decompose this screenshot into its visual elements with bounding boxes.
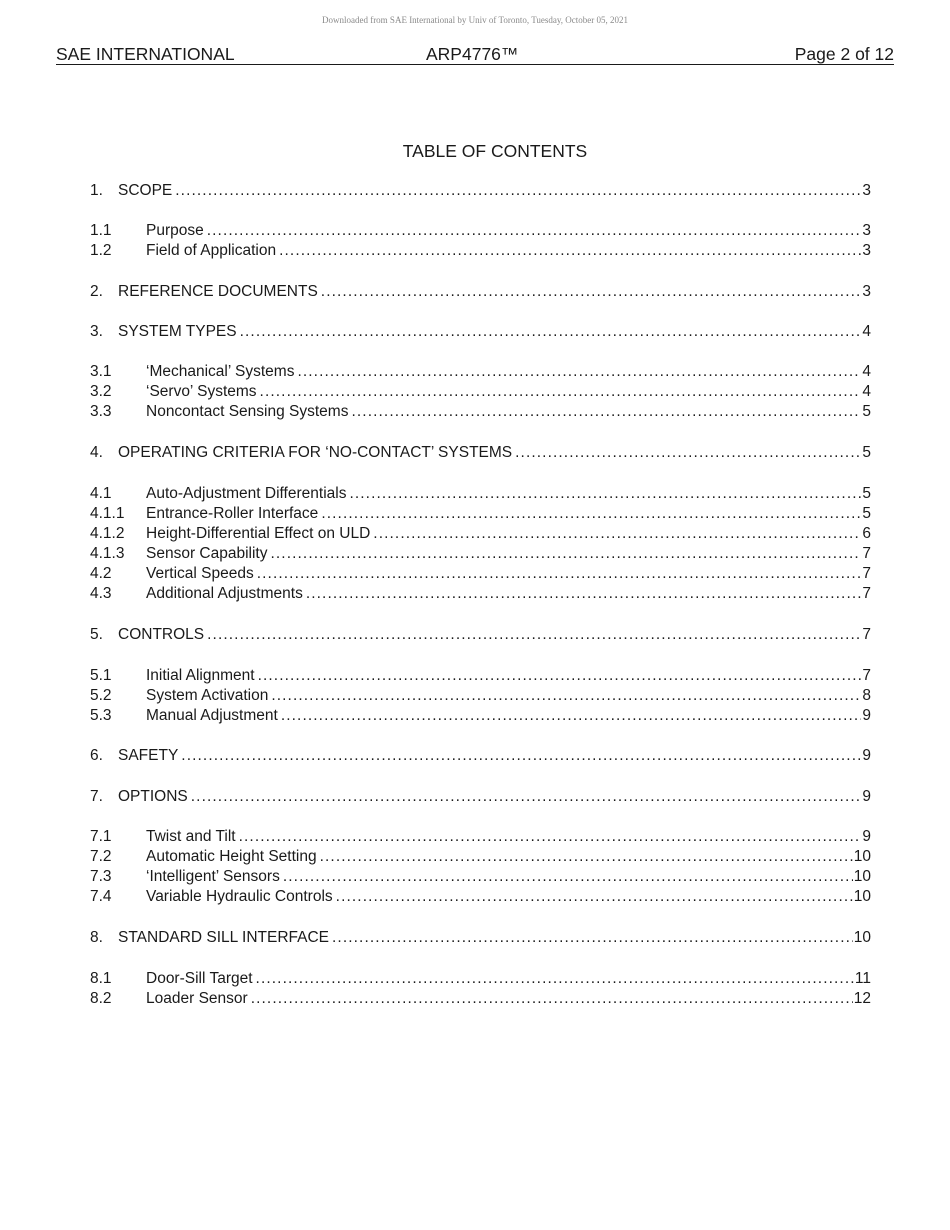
toc-entry-number: 4.1.1 bbox=[90, 505, 125, 522]
toc-entry[interactable] bbox=[90, 867, 871, 887]
toc-entry-title: STANDARD SILL INTERFACE bbox=[118, 929, 330, 946]
toc-entry-title: Manual Adjustment bbox=[146, 707, 278, 724]
toc-entry-page: 4 bbox=[862, 363, 871, 380]
toc-entry-title: Auto-Adjustment Differentials bbox=[146, 485, 347, 502]
toc-entry-number: 2. bbox=[90, 283, 103, 300]
dot-leader bbox=[240, 322, 862, 342]
toc-entry-page: 7 bbox=[862, 626, 871, 643]
dot-leader bbox=[251, 989, 853, 1009]
toc-entry[interactable] bbox=[90, 382, 871, 402]
toc-entry-page: 5 bbox=[862, 505, 871, 522]
toc-entry-number: 4.1.2 bbox=[90, 525, 125, 542]
toc-entry-page: 5 bbox=[862, 444, 871, 461]
dot-leader bbox=[349, 484, 861, 504]
dot-leader bbox=[373, 524, 861, 544]
toc-entry-title: SCOPE bbox=[118, 182, 173, 199]
toc-entry[interactable] bbox=[90, 706, 871, 726]
toc-entry-title: SYSTEM TYPES bbox=[118, 323, 237, 340]
toc-entry-number: 3.1 bbox=[90, 363, 112, 380]
toc-entry[interactable] bbox=[90, 887, 871, 907]
toc-entry-page: 5 bbox=[862, 485, 871, 502]
dot-leader bbox=[321, 282, 862, 302]
toc-entry[interactable] bbox=[90, 969, 871, 989]
toc-entry-page: 5 bbox=[862, 403, 871, 420]
toc-entry-page: 6 bbox=[862, 525, 871, 542]
toc-entry-number: 5.3 bbox=[90, 707, 112, 724]
toc-entry-page: 8 bbox=[862, 687, 871, 704]
dot-leader bbox=[271, 686, 861, 706]
dot-leader bbox=[321, 504, 861, 524]
toc-entry-page: 9 bbox=[862, 828, 871, 845]
toc-entry-number: 4.3 bbox=[90, 585, 112, 602]
header-page-number: Page 2 of 12 bbox=[794, 44, 894, 64]
toc-entry[interactable] bbox=[90, 787, 871, 807]
toc-entry-number: 3. bbox=[90, 323, 103, 340]
toc-entry-number: 4.1.3 bbox=[90, 545, 125, 562]
toc-entry-page: 4 bbox=[862, 383, 871, 400]
toc-entry[interactable] bbox=[90, 847, 871, 867]
dot-leader bbox=[270, 544, 861, 564]
toc-entry[interactable] bbox=[90, 564, 871, 584]
toc-entry[interactable] bbox=[90, 282, 871, 302]
toc-entry[interactable] bbox=[90, 402, 871, 422]
dot-leader bbox=[257, 564, 862, 584]
toc-entry-page: 7 bbox=[862, 667, 871, 684]
toc-entry-title: System Activation bbox=[146, 687, 269, 704]
toc-entry-title: ‘Intelligent’ Sensors bbox=[146, 868, 280, 885]
dot-leader bbox=[320, 847, 853, 867]
toc-entry-number: 3.2 bbox=[90, 383, 112, 400]
toc-entry[interactable] bbox=[90, 484, 871, 504]
toc-entry[interactable] bbox=[90, 443, 871, 463]
toc-entry-page: 10 bbox=[853, 888, 871, 905]
dot-leader bbox=[283, 867, 853, 887]
header-org: SAE INTERNATIONAL bbox=[56, 44, 235, 64]
toc-entry-number: 1. bbox=[90, 182, 103, 199]
toc-entry-number: 7.4 bbox=[90, 888, 112, 905]
toc-entry-page: 3 bbox=[862, 242, 871, 259]
header-doc-id: ARP4776™ bbox=[426, 44, 519, 64]
toc-entry[interactable] bbox=[90, 544, 871, 564]
dot-leader bbox=[332, 928, 853, 948]
toc-entry[interactable] bbox=[90, 625, 871, 645]
dot-leader bbox=[207, 221, 862, 241]
toc-entry-title: Vertical Speeds bbox=[146, 565, 254, 582]
toc-entry-number: 7.3 bbox=[90, 868, 112, 885]
toc-entry-title: Variable Hydraulic Controls bbox=[146, 888, 333, 905]
toc-entry[interactable] bbox=[90, 181, 871, 201]
dot-leader bbox=[515, 443, 861, 463]
toc-entry-title: Twist and Tilt bbox=[146, 828, 236, 845]
toc-entry-page: 9 bbox=[862, 788, 871, 805]
toc-entry-title: OPERATING CRITERIA FOR ‘NO-CONTACT’ SYSTEMS bbox=[118, 444, 513, 461]
toc-entry-title: ‘Servo’ Systems bbox=[146, 383, 257, 400]
dot-leader bbox=[191, 787, 862, 807]
toc-entry-title: ‘Mechanical’ Systems bbox=[146, 363, 295, 380]
dot-leader bbox=[297, 362, 861, 382]
toc-entry-number: 7.1 bbox=[90, 828, 112, 845]
toc-heading: TABLE OF CONTENTS bbox=[402, 141, 588, 161]
toc-entry-title: Field of Application bbox=[146, 242, 277, 259]
toc-entry-title: Loader Sensor bbox=[146, 990, 248, 1007]
dot-leader bbox=[260, 382, 862, 402]
toc-entry-number: 1.1 bbox=[90, 222, 112, 239]
toc-entry-title: Door-Sill Target bbox=[146, 970, 253, 987]
toc-entry-title: CONTROLS bbox=[118, 626, 205, 643]
toc-entry-number: 1.2 bbox=[90, 242, 112, 259]
toc-entry-title: REFERENCE DOCUMENTS bbox=[118, 283, 318, 300]
dot-leader bbox=[175, 181, 861, 201]
toc-entry-number: 5.1 bbox=[90, 667, 112, 684]
toc-entry[interactable] bbox=[90, 827, 871, 847]
toc-entry[interactable] bbox=[90, 362, 871, 382]
toc-entry-number: 4.1 bbox=[90, 485, 112, 502]
toc-entry-title: Automatic Height Setting bbox=[146, 848, 317, 865]
toc-entry[interactable] bbox=[90, 221, 871, 241]
toc-entry-title: SAFETY bbox=[118, 747, 179, 764]
toc-entry-number: 4. bbox=[90, 444, 103, 461]
toc-entry[interactable] bbox=[90, 686, 871, 706]
dot-leader bbox=[207, 625, 861, 645]
toc-entry-title: Additional Adjustments bbox=[146, 585, 303, 602]
toc-entry-number: 8.2 bbox=[90, 990, 112, 1007]
dot-leader bbox=[351, 402, 861, 422]
toc-entry-title: Purpose bbox=[146, 222, 204, 239]
toc-entry[interactable] bbox=[90, 666, 871, 686]
toc-entry[interactable] bbox=[90, 989, 871, 1009]
dot-leader bbox=[181, 746, 861, 766]
toc-entry-page: 3 bbox=[862, 222, 871, 239]
toc-entry[interactable] bbox=[90, 928, 871, 948]
toc-entry-page: 7 bbox=[862, 545, 871, 562]
toc-entry-number: 7.2 bbox=[90, 848, 112, 865]
toc-entry-number: 4.2 bbox=[90, 565, 112, 582]
toc-entry-number: 5. bbox=[90, 626, 103, 643]
toc-entry-title: Height-Differential Effect on ULD bbox=[146, 525, 371, 542]
toc-entry-page: 10 bbox=[853, 929, 871, 946]
dot-leader bbox=[306, 584, 862, 604]
dot-leader bbox=[281, 706, 862, 726]
toc-entry-page: 12 bbox=[853, 990, 871, 1007]
toc-entry-number: 3.3 bbox=[90, 403, 112, 420]
toc-entry[interactable] bbox=[90, 746, 871, 766]
toc-entry-number: 8.1 bbox=[90, 970, 112, 987]
toc-entry-page: 9 bbox=[862, 707, 871, 724]
toc-entry-title: OPTIONS bbox=[118, 788, 188, 805]
toc-entry-page: 3 bbox=[862, 182, 871, 199]
dot-leader bbox=[239, 827, 862, 847]
toc-entry-number: 6. bbox=[90, 747, 103, 764]
toc-entry-title: Noncontact Sensing Systems bbox=[146, 403, 349, 420]
dot-leader bbox=[336, 887, 853, 907]
toc-entry-page: 7 bbox=[862, 585, 871, 602]
toc-entry-number: 7. bbox=[90, 788, 103, 805]
toc-entry-page: 10 bbox=[853, 868, 871, 885]
toc-entry-title: Initial Alignment bbox=[146, 667, 255, 684]
toc-entry-number: 5.2 bbox=[90, 687, 112, 704]
toc-entry-page: 9 bbox=[862, 747, 871, 764]
dot-leader bbox=[258, 666, 862, 686]
toc-entry[interactable] bbox=[90, 322, 871, 342]
toc-entry-page: 10 bbox=[853, 848, 871, 865]
toc-entry-number: 8. bbox=[90, 929, 103, 946]
toc-entry[interactable] bbox=[90, 504, 871, 524]
toc-entry-page: 11 bbox=[854, 970, 871, 987]
toc-entry-page: 3 bbox=[862, 283, 871, 300]
toc-entry-title: Entrance-Roller Interface bbox=[146, 505, 319, 522]
toc-entry-page: 7 bbox=[862, 565, 871, 582]
dot-leader bbox=[279, 241, 861, 261]
toc-entry[interactable] bbox=[90, 584, 871, 604]
download-watermark: Downloaded from SAE International by Univ of Toronto, Tuesday, October 05, 2021 bbox=[321, 15, 629, 25]
toc-entry[interactable] bbox=[90, 524, 871, 544]
toc-entry-title: Sensor Capability bbox=[146, 545, 268, 562]
toc-entry[interactable] bbox=[90, 241, 871, 261]
dot-leader bbox=[256, 969, 854, 989]
toc-entry-page: 4 bbox=[862, 323, 871, 340]
